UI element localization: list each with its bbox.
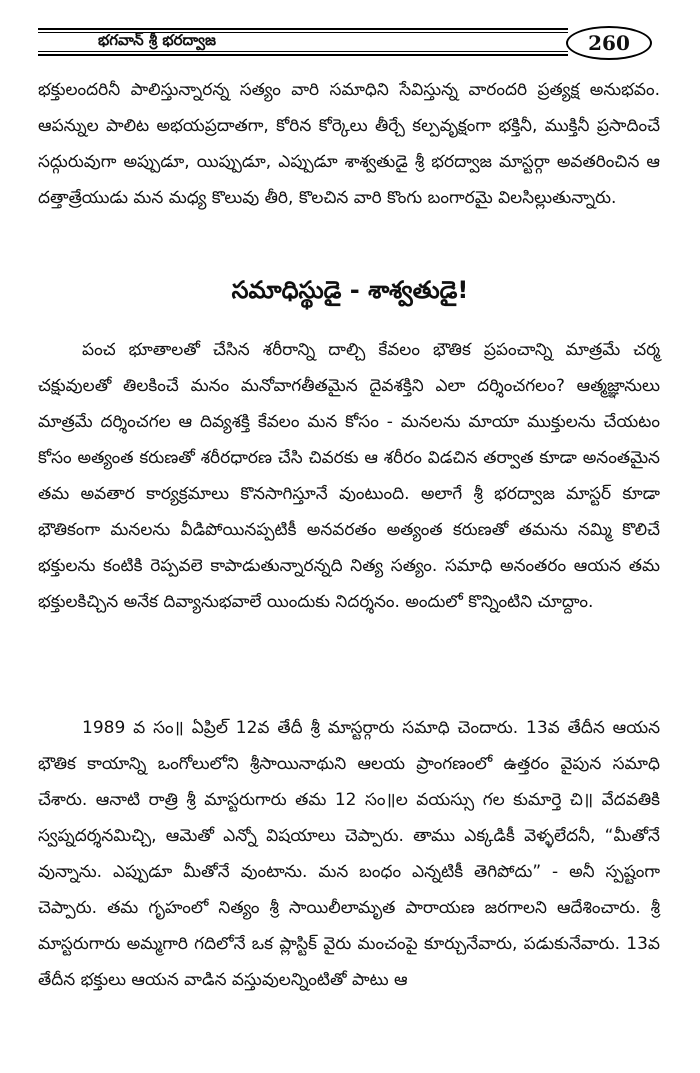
- paragraph-1: భక్తులందరినీ పాలిస్తున్నారన్న సత్యం వారి సమాధిని సేవిస్తున్న వారందరి ప్రత్యక్ష అనుభవం. ఆపన్నుల పాలిట అభయప్రదాతగా, కోరిన కోర్కెలు తీర్చే కల్పవృక్షంగా భక్తినీ, ముక్తినీ ప్రసాదించే సద్గురువుగా అప్పుడూ, యిప్పుడూ, ఎప్పుడూ శాశ్వతుడై శ్రీ భరద్వాజ మాస్టర్గా అవతరించిన ఆ దత్తాత్రేయుడు మన మధ్య కొలువు తీరి, కొలచిన వారి కొంగు బంగారమై విలసిల్లుతున్నారు.: [38, 80, 660, 208]
- running-title: భగవాన్ శ్రీ భరద్వాజ: [98, 31, 216, 49]
- paragraph-2: పంచ భూతాలతో చేసిన శరీరాన్ని దాల్చి కేవలం భౌతిక ప్రపంచాన్ని మాత్రమే చర్మ చక్షువులతో తిలకించే మనం మనోవాగతీతమైన దైవశక్తిని ఎలా దర్శించగలం? ఆత్మజ్ఞానులు మాత్రమే దర్శించగల ఆ దివ్యశక్తి కేవలం మన కోసం - మనలను మాయా ముక్తులను చేయటం కోసం అత్యంత కరుణతో శరీరధారణ చేసి చివరకు ఆ శరీరం విడచిన తర్వాత కూడా అనంతమైన తమ అవతార కార్యక్రమాలు కొనసాగిస్తూనే వుంటుంది. అలాగే శ్రీ భరద్వాజ మాస్టర్ కూడా భౌతికంగా మనలను వీడిపోయినప్పటికీ అనవరతం అత్యంత కరుణతో తమను నమ్మి కొలిచే భక్తులను కంటికి రెప్పవలె కాపాడుతున్నారన్నది నిత్య సత్యం. సమాధి అనంతరం ఆయన తమ భక్తులకిచ్చిన అనేక దివ్యానుభవాలే యిందుకు నిదర్శనం. అందులో కొన్నింటిని చూద్దాం.: [38, 340, 660, 612]
- paragraph-3: 1989 వ సం॥ ఏప్రిల్ 12వ తేదీ శ్రీ మాస్టర్గారు సమాధి చెందారు. 13వ తేదీన ఆయన భౌతిక కాయాన్ని ఒంగోలులోని శ్రీసాయినాథుని ఆలయ ప్రాంగణంలో ఉత్తరం వైపున సమాధి చేశారు. ఆనాటి రాత్రి శ్రీ మాస్టరుగారు తమ 12 సం॥ల వయస్సు గల కుమార్తె చి॥ వేదవతికి స్వప్నదర్శనమిచ్చి, ఆమెతో ఎన్నో విషయాలు చెప్పారు. తాము ఎక్కడికీ వెళ్ళలేదనీ, “మీతోనే వున్నాను. ఎప్పుడూ మీతోనే వుంటాను. మన బంధం ఎన్నటికీ తెగిపోదు” - అనీ స్పష్టంగా చెప్పారు. తమ గృహంలో నిత్యం శ్రీ సాయిలీలామృత పారాయణ జరగాలని ఆదేశించారు. శ్రీ మాస్టరుగారు అమ్మగారి గదిలోనే ఒక ప్లాస్టిక్ వైరు మంచంపై కూర్చునేవారు, పడుకునేవారు. 13వ తేదీన భక్తులు ఆయన వాడిన వస్తువులన్నింటితో పాటు ఆ: [38, 718, 660, 990]
- page-number: 260: [566, 26, 652, 60]
- section-heading: సమాధిస్థుడై - శాశ్వతుడై!: [231, 276, 469, 304]
- page-header: [38, 28, 660, 58]
